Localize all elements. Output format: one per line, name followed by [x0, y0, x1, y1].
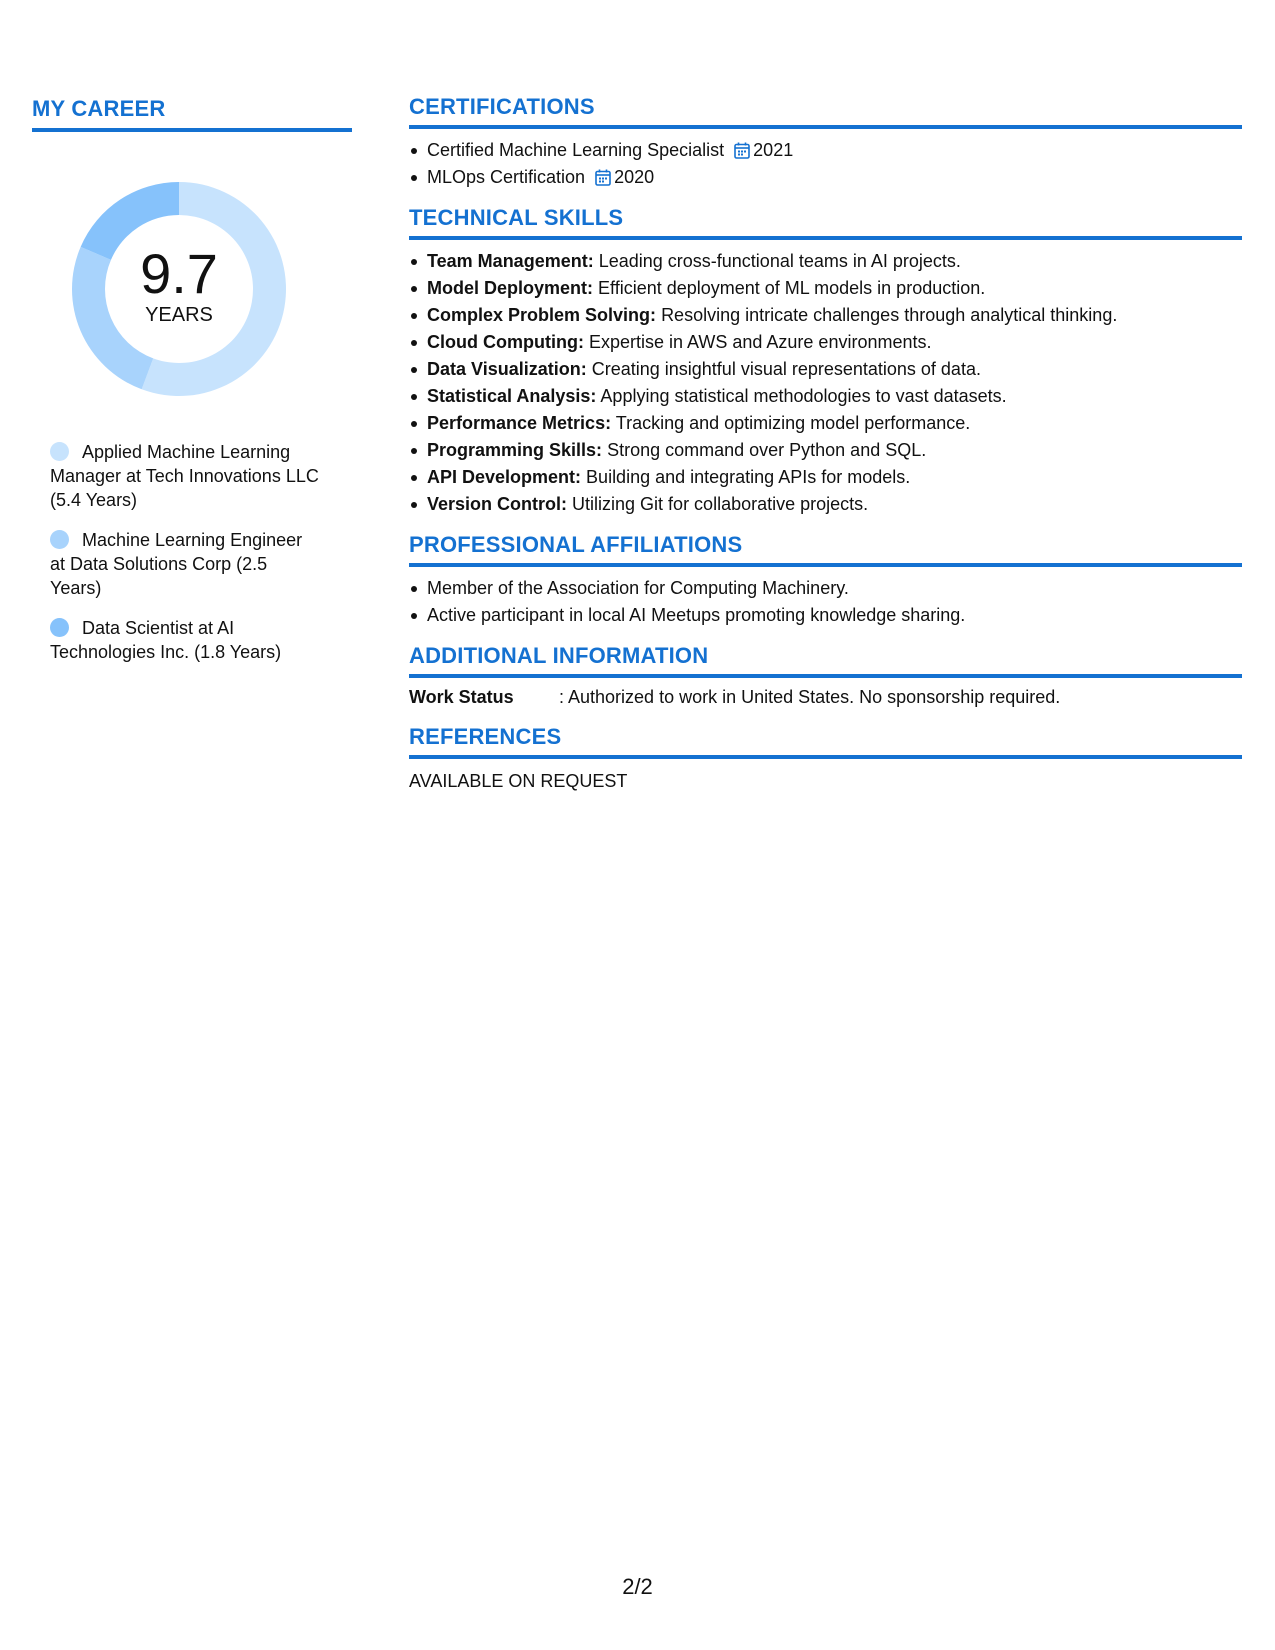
skill-title: Data Visualization:: [427, 359, 587, 379]
list-item: Member of the Association for Computing Machinery.: [427, 575, 1242, 602]
career-heading: MY CAREER: [32, 96, 352, 132]
legend-dot: [50, 442, 69, 461]
certification-year: 2020: [614, 167, 655, 187]
references-heading: REFERENCES: [409, 724, 1242, 759]
main-column: [409, 94, 1242, 808]
work-status-row: [409, 684, 1242, 710]
references-text: AVAILABLE ON REQUEST: [409, 771, 628, 791]
skill-title: Performance Metrics:: [427, 413, 612, 433]
list-item: [427, 302, 1242, 329]
skills-list: [409, 248, 1242, 518]
skills-heading: TECHNICAL SKILLS: [409, 205, 1242, 240]
career-column: [32, 96, 352, 680]
certifications-section: [409, 94, 1242, 191]
work-status-label: Work Status: [409, 687, 514, 707]
list-item: [427, 437, 1242, 464]
list-item: [427, 383, 1242, 410]
work-status-value: : Authorized to work in United States. No sponsorship required.: [559, 687, 1061, 707]
skills-section: [409, 205, 1242, 518]
skill-text: Creating insightful visual representations of data.: [591, 359, 981, 379]
skill-text: Tracking and optimizing model performance.: [615, 413, 971, 433]
legend-dot: [50, 530, 69, 549]
list-item: [427, 329, 1242, 356]
additional-info-section: [409, 643, 1242, 710]
references-section: [409, 724, 1242, 794]
certifications-list: [409, 137, 1242, 191]
affiliations-section: [409, 532, 1242, 629]
skill-text: Efficient deployment of ML models in production.: [598, 278, 986, 298]
list-item: Active participant in local AI Meetups promoting knowledge sharing.: [427, 602, 1242, 629]
legend-label: Applied Machine Learning Manager at Tech Innovations LLC (5.4 Years): [50, 442, 319, 510]
skill-text: Leading cross-functional teams in AI projects.: [598, 251, 961, 271]
list-item: [427, 275, 1242, 302]
skill-text: Utilizing Git for collaborative projects.: [572, 494, 869, 514]
total-years-value: 9.7: [140, 242, 218, 305]
list-item: [427, 464, 1242, 491]
calendar-icon: [595, 169, 611, 186]
skill-text: Expertise in AWS and Azure environments.: [588, 332, 932, 352]
calendar-icon: [734, 142, 750, 159]
skill-text: Building and integrating APIs for models.: [586, 467, 911, 487]
legend-item: [50, 440, 320, 512]
additional-info-heading: ADDITIONAL INFORMATION: [409, 643, 1242, 678]
skill-title: Team Management:: [427, 251, 594, 271]
legend-label: Machine Learning Engineer at Data Solutions Corp (2.5 Years): [50, 530, 303, 598]
certification-name: Certified Machine Learning Specialist: [427, 140, 725, 160]
skill-text: Resolving intricate challenges through analytical thinking.: [661, 305, 1118, 325]
career-legend: [50, 440, 320, 664]
skill-title: Complex Problem Solving:: [427, 305, 657, 325]
list-item: [427, 491, 1242, 518]
certification-year: 2021: [753, 140, 794, 160]
career-donut-chart: [64, 174, 294, 404]
affiliations-list: [409, 575, 1242, 629]
list-item: [427, 248, 1242, 275]
list-item: [427, 137, 1242, 164]
skill-text: Strong command over Python and SQL.: [607, 440, 927, 460]
skill-title: Version Control:: [427, 494, 568, 514]
skill-title: Statistical Analysis:: [427, 386, 597, 406]
certifications-heading: CERTIFICATIONS: [409, 94, 1242, 129]
list-item: [427, 164, 1242, 191]
affiliations-heading: PROFESSIONAL AFFILIATIONS: [409, 532, 1242, 567]
legend-dot: [50, 618, 69, 637]
certification-name: MLOps Certification: [427, 167, 586, 187]
total-years-unit: YEARS: [145, 304, 213, 326]
legend-item: [50, 528, 320, 600]
page-number: 2/2: [622, 1574, 653, 1599]
list-item: [427, 410, 1242, 437]
skill-title: Programming Skills:: [427, 440, 603, 460]
skill-title: Cloud Computing:: [427, 332, 584, 352]
legend-item: [50, 616, 320, 664]
donut-center: [64, 174, 294, 404]
skill-title: Model Deployment:: [427, 278, 594, 298]
legend-label: Data Scientist at AI Technologies Inc. (1.8 Years): [50, 618, 282, 662]
skill-title: API Development:: [427, 467, 582, 487]
list-item: [427, 356, 1242, 383]
skill-text: Applying statistical methodologies to vast datasets.: [600, 386, 1007, 406]
